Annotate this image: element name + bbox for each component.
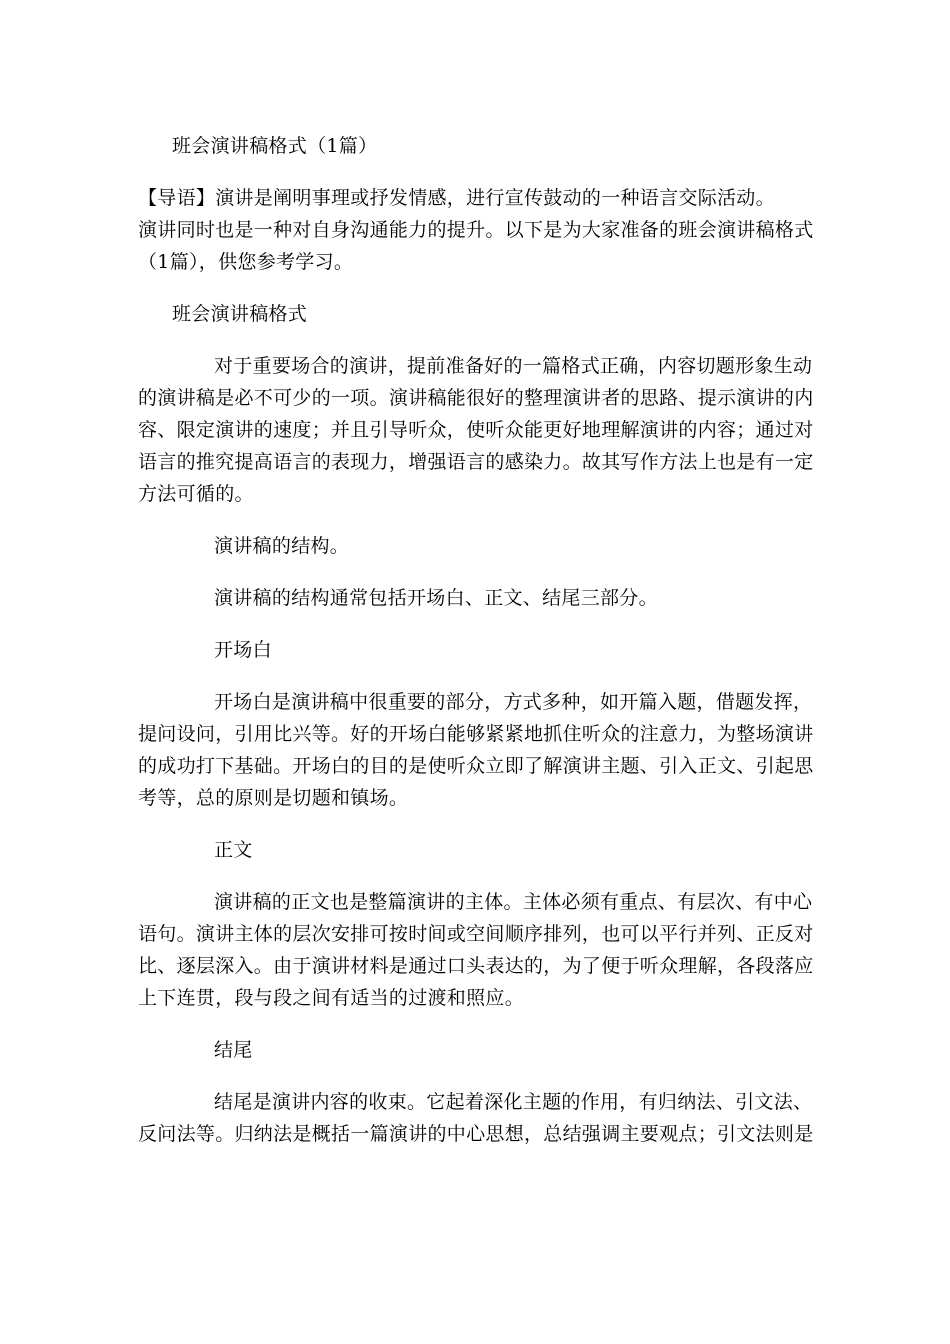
intro-line: 【导语】演讲是阐明事理或抒发情感，进行宣传鼓动的一种语言交际活动。 bbox=[138, 187, 775, 209]
section-heading: 班会演讲稿格式 bbox=[172, 303, 308, 325]
paragraph-opening bbox=[138, 686, 814, 814]
paragraph-line: 演讲稿的正文也是整篇演讲的主体。主体必须有重点、有层次、有中心 bbox=[214, 891, 813, 913]
paragraph-line: 的成功打下基础。开场白的目的是使听众立即了解演讲主题、引入正文、引起思 bbox=[138, 755, 814, 777]
paragraph-importance bbox=[138, 350, 814, 510]
paragraph-line: 对于重要场合的演讲，提前准备好的一篇格式正确，内容切题形象生动 bbox=[214, 355, 813, 377]
paragraph-ending bbox=[138, 1086, 814, 1150]
structure-heading: 演讲稿的结构。 bbox=[214, 535, 350, 557]
document-body bbox=[138, 130, 814, 1150]
paragraph-line: 反问法等。归纳法是概括一篇演讲的中心思想，总结强调主要观点；引文法则是 bbox=[138, 1123, 814, 1145]
intro-line: （1篇），供您参考学习。 bbox=[138, 251, 354, 273]
paragraph-line: 语言的推究提高语言的表现力，增强语言的感染力。故其写作方法上也是有一定 bbox=[138, 451, 814, 473]
structure-summary: 演讲稿的结构通常包括开场白、正文、结尾三部分。 bbox=[214, 587, 658, 609]
paragraph-line: 语句。演讲主体的层次安排可按时间或空间顺序排列，也可以平行并列、正反对 bbox=[138, 923, 814, 945]
paragraph-line: 开场白是演讲稿中很重要的部分，方式多种，如开篇入题，借题发挥， bbox=[214, 691, 813, 713]
paragraph-line: 提问设问，引用比兴等。好的开场白能够紧紧地抓住听众的注意力，为整场演讲 bbox=[138, 723, 814, 745]
intro-line: 演讲同时也是一种对自身沟通能力的提升。以下是为大家准备的班会演讲稿格式 bbox=[138, 219, 814, 241]
paragraph-line: 的演讲稿是必不可少的一项。演讲稿能很好的整理演讲者的思路、提示演讲的内 bbox=[138, 387, 814, 409]
paragraph-line: 上下连贯，段与段之间有适当的过渡和照应。 bbox=[138, 987, 525, 1009]
ending-heading: 结尾 bbox=[214, 1039, 253, 1061]
document-title: 班会演讲稿格式（1篇） bbox=[172, 135, 378, 157]
paragraph-line: 容、限定演讲的速度；并且引导听众，使听众能更好地理解演讲的内容；通过对 bbox=[138, 419, 814, 441]
paragraph-line: 结尾是演讲内容的收束。它起着深化主题的作用，有归纳法、引文法、 bbox=[214, 1091, 813, 1113]
intro-paragraph bbox=[138, 182, 814, 278]
opening-heading: 开场白 bbox=[214, 639, 272, 661]
paragraph-line: 方法可循的。 bbox=[138, 483, 254, 505]
paragraph-line: 考等，总的原则是切题和镇场。 bbox=[138, 787, 409, 809]
paragraph-line: 比、逐层深入。由于演讲材料是通过口头表达的，为了便于听众理解，各段落应 bbox=[138, 955, 814, 977]
paragraph-body bbox=[138, 886, 814, 1014]
body-heading: 正文 bbox=[214, 839, 253, 861]
